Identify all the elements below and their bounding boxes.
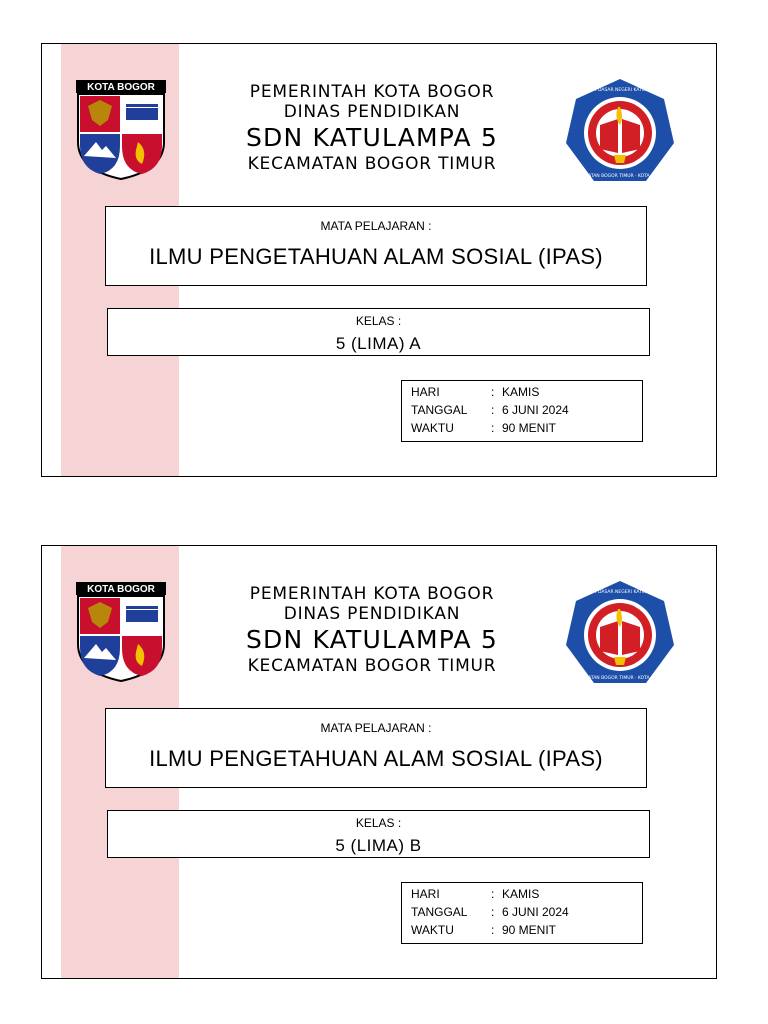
government-line: PEMERINTAH KOTA BOGOR (249, 584, 495, 604)
school-name: SDN KATULAMPA 5 (245, 625, 499, 654)
school-header (192, 584, 552, 676)
info-row-duration: WAKTU : 90 MENIT (411, 421, 557, 435)
class-label: KELAS : (355, 816, 402, 830)
info-row-day: HARI : KAMIS (411, 385, 540, 399)
department-line: DINAS PENDIDIKAN (283, 604, 461, 624)
school-emblem-icon (564, 77, 676, 187)
subject-value: ILMU PENGETAHUAN ALAM SOSIAL (IPAS) (149, 244, 603, 269)
subject-box (105, 708, 647, 788)
subject-label: MATA PELAJARAN : (320, 219, 432, 233)
government-line: PEMERINTAH KOTA BOGOR (249, 82, 495, 102)
exam-info-box (401, 380, 643, 442)
svg-text:KECAMATAN BOGOR TIMUR · KOTA B: KECAMATAN BOGOR TIMUR · KOTA BOGOR (572, 174, 668, 179)
kota-bogor-crest-icon (76, 80, 166, 180)
svg-text:KOTA BOGOR: KOTA BOGOR (87, 584, 155, 595)
svg-text:SEKOLAH DASAR NEGERI KATULAMPA: SEKOLAH DASAR NEGERI KATULAMPA 5 (575, 88, 665, 93)
exam-label-card-2 (41, 545, 717, 979)
school-name: SDN KATULAMPA 5 (245, 123, 499, 152)
svg-text:KECAMATAN BOGOR TIMUR · KOTA B: KECAMATAN BOGOR TIMUR · KOTA BOGOR (572, 676, 668, 681)
district-line: KECAMATAN BOGOR TIMUR (247, 656, 497, 676)
subject-box (105, 206, 647, 286)
class-label: KELAS : (355, 314, 402, 328)
svg-text:SEKOLAH DASAR NEGERI KATULAMPA: SEKOLAH DASAR NEGERI KATULAMPA 5 (575, 590, 665, 595)
svg-text:KOTA BOGOR: KOTA BOGOR (87, 82, 155, 93)
class-value: 5 (LIMA) B (335, 836, 422, 855)
school-header (192, 82, 552, 174)
class-value: 5 (LIMA) A (335, 334, 422, 353)
class-box (107, 810, 650, 858)
exam-info-box (401, 882, 643, 944)
class-box (107, 308, 650, 356)
info-row-day: HARI : KAMIS (411, 887, 540, 901)
info-row-duration: WAKTU : 90 MENIT (411, 923, 557, 937)
info-row-date: TANGGAL : 6 JUNI 2024 (411, 905, 569, 919)
subject-value: ILMU PENGETAHUAN ALAM SOSIAL (IPAS) (149, 746, 603, 771)
kota-bogor-crest-icon (76, 582, 166, 682)
school-emblem-icon (564, 579, 676, 689)
info-row-date: TANGGAL : 6 JUNI 2024 (411, 403, 569, 417)
exam-label-card-1 (41, 43, 717, 477)
subject-label: MATA PELAJARAN : (320, 721, 432, 735)
district-line: KECAMATAN BOGOR TIMUR (247, 154, 497, 174)
department-line: DINAS PENDIDIKAN (283, 102, 461, 122)
